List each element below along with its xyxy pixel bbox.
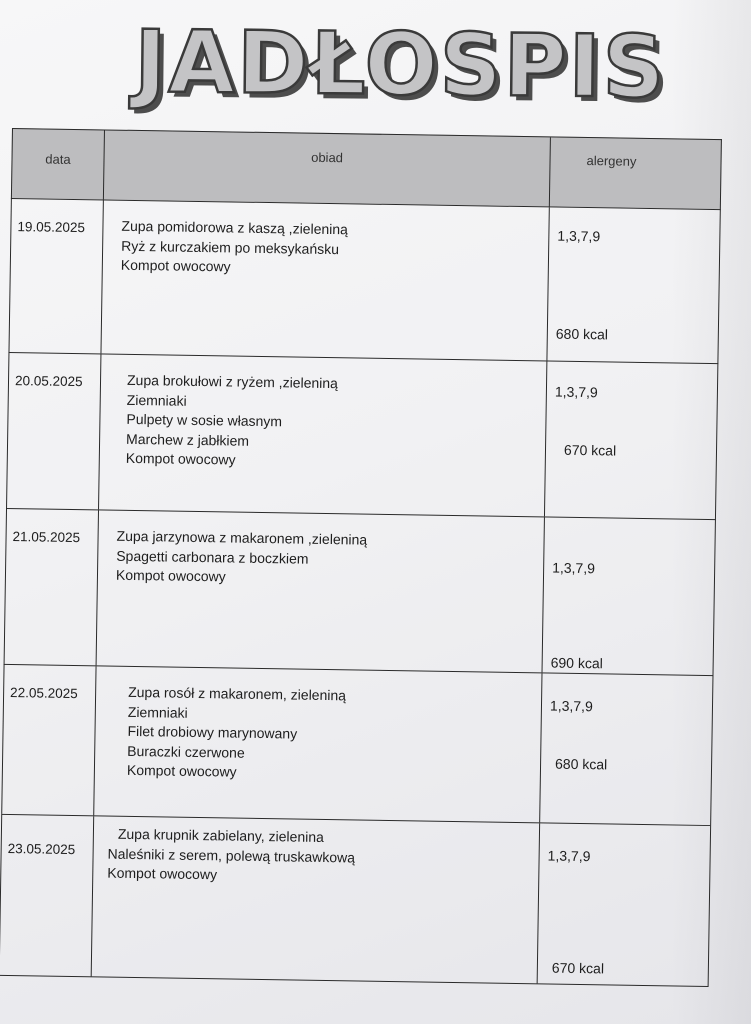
dish-list	[121, 217, 348, 279]
dish-list	[116, 527, 367, 589]
table-row	[8, 198, 720, 363]
menu-table	[0, 128, 722, 989]
dish-item: Ryż z kurczakiem po meksykańsku	[121, 237, 340, 257]
allergens-cell	[540, 673, 714, 825]
dish-item: Kompot owocowy	[125, 449, 236, 468]
allergen-codes: 1,3,7,9	[552, 559, 596, 577]
dish-item: Ziemniaki	[126, 391, 187, 409]
date-text: 20.05.2025	[14, 373, 83, 390]
calorie-value: 670 kcal	[551, 959, 605, 977]
dish-list	[126, 371, 338, 472]
dish-item: Marchew z jabłkiem	[126, 430, 250, 449]
table-row	[0, 814, 711, 987]
allergens-cell	[538, 823, 712, 986]
allergens-cell	[543, 517, 717, 675]
allergen-codes: 1,3,7,9	[549, 697, 593, 715]
dishes-cell	[101, 200, 549, 360]
dish-list	[107, 825, 355, 887]
date-cell	[2, 665, 96, 815]
dish-item: Zupa brokułowi z ryżem ,zieleniną	[126, 371, 339, 392]
date-cell	[0, 815, 94, 976]
dish-item: Kompot owocowy	[107, 864, 218, 883]
dish-item: Zupa jarzynowa z makaronem ,zieleniną	[116, 527, 368, 548]
calorie-value: 680 kcal	[554, 755, 608, 773]
dish-list	[127, 683, 346, 784]
date-text: 23.05.2025	[7, 841, 76, 858]
dish-item: Buraczki czerwone	[127, 742, 245, 761]
header-date-label: data	[45, 151, 71, 167]
table-row	[1, 664, 713, 825]
allergen-codes: 1,3,7,9	[554, 383, 598, 401]
dishes-cell	[92, 816, 540, 983]
dish-item: Ziemniaki	[127, 703, 188, 721]
dish-item: Kompot owocowy	[126, 761, 237, 780]
dish-item: Kompot owocowy	[115, 566, 226, 585]
date-text: 19.05.2025	[17, 219, 86, 236]
calorie-value: 680 kcal	[555, 325, 609, 343]
dish-item: Pulpety w sosie własnym	[126, 410, 283, 430]
page-title: JADŁOSPIS	[133, 12, 668, 118]
dish-item: Zupa krupnik zabielany, zielenina	[117, 825, 325, 845]
dishes-cell	[94, 666, 542, 822]
date-text: 22.05.2025	[10, 685, 78, 702]
date-cell	[7, 353, 101, 509]
header-lunch-cell	[104, 130, 551, 206]
header-allergens-cell	[550, 137, 723, 209]
date-text: 21.05.2025	[12, 529, 81, 546]
dishes-cell	[99, 354, 547, 516]
dish-item: Zupa rosół z makaronem, zieleniną	[128, 683, 347, 704]
dish-item: Filet drobiowy marynowany	[127, 722, 298, 742]
allergen-codes: 1,3,7,9	[547, 847, 591, 865]
allergens-cell	[547, 207, 721, 363]
dish-item: Zupa pomidorowa z kaszą ,zieleniną	[121, 217, 349, 238]
dish-item: Spagetti carbonara z boczkiem	[116, 547, 309, 567]
calorie-value: 670 kcal	[563, 441, 617, 459]
table-header-row	[11, 128, 722, 209]
table-row	[4, 508, 716, 675]
dish-item: Kompot owocowy	[120, 256, 231, 275]
calorie-value: 690 kcal	[550, 654, 603, 672]
dishes-cell	[97, 510, 545, 672]
table-row	[6, 352, 718, 519]
header-lunch-label: obiad	[311, 149, 344, 166]
header-date-cell	[12, 129, 105, 199]
allergen-codes: 1,3,7,9	[557, 227, 601, 245]
allergens-cell	[545, 361, 719, 519]
dish-item: Naleśniki z serem, polewą truskawkową	[107, 845, 356, 865]
date-cell	[5, 509, 99, 665]
date-cell	[9, 199, 103, 353]
header-allergens-label: alergeny	[586, 153, 637, 169]
